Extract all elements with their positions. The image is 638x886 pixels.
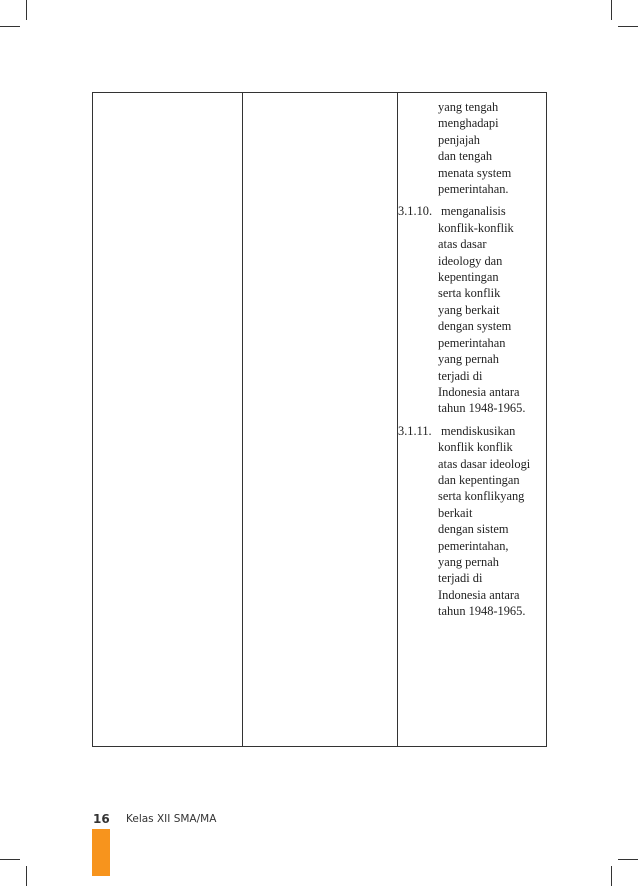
content-table	[92, 92, 547, 747]
crop-mark	[0, 26, 20, 27]
text-line: atas dasar ideologi	[438, 456, 531, 471]
text-line: terjadi di	[438, 368, 483, 383]
text-line: pemerintahan.	[438, 182, 509, 197]
objectives-column	[398, 99, 548, 620]
page-number: 16	[93, 812, 110, 826]
item-number: 3.1.10.	[398, 204, 433, 219]
text-line: Indonesia antara	[438, 587, 520, 602]
crop-mark	[0, 859, 20, 860]
crop-mark	[618, 26, 638, 27]
crop-mark	[611, 866, 612, 886]
text-line: mendiskusikan	[441, 423, 516, 438]
text-line: yang berkait	[438, 302, 500, 317]
text-line: menata system	[438, 165, 512, 180]
text-line: serta konflik	[438, 286, 501, 301]
crop-mark	[618, 859, 638, 860]
text-line: tahun 1948-1965.	[438, 604, 526, 619]
text-line: penjajah	[438, 132, 480, 147]
text-line: yang pernah	[438, 554, 499, 569]
text-line: pemerintahan,	[438, 538, 509, 553]
text-line: ideology dan	[438, 253, 503, 268]
text-line: Indonesia antara	[438, 384, 520, 399]
text-line: serta konflikyang	[438, 489, 525, 504]
text-line: konflik-konflik	[438, 220, 514, 235]
text-line: menghadapi	[438, 116, 499, 131]
column-divider	[242, 93, 243, 746]
objective-item	[398, 423, 548, 620]
objective-item	[398, 203, 548, 416]
text-line: atas dasar	[438, 237, 487, 252]
text-line: konflik konflik	[438, 440, 513, 455]
text-line: menganalisis	[441, 204, 506, 219]
book-title: Kelas XII SMA/MA	[126, 813, 217, 825]
text-line: terjadi di	[438, 571, 483, 586]
crop-mark	[26, 0, 27, 20]
accent-bar	[92, 829, 110, 876]
text-line: pemerintahan	[438, 335, 506, 350]
text-line: yang tengah	[438, 100, 499, 114]
continuation-text	[398, 99, 548, 197]
text-line: dengan sistem	[438, 522, 509, 537]
text-line: dan kepentingan	[438, 472, 520, 487]
text-line: kepentingan	[438, 270, 499, 285]
crop-mark	[26, 866, 27, 886]
item-number: 3.1.11.	[398, 423, 432, 438]
text-line: dengan system	[438, 319, 512, 334]
text-line: tahun 1948-1965.	[438, 401, 526, 416]
text-line: dan tengah	[438, 149, 493, 164]
text-line: yang pernah	[438, 352, 499, 367]
crop-mark	[611, 0, 612, 20]
text-line: berkait	[438, 505, 473, 520]
